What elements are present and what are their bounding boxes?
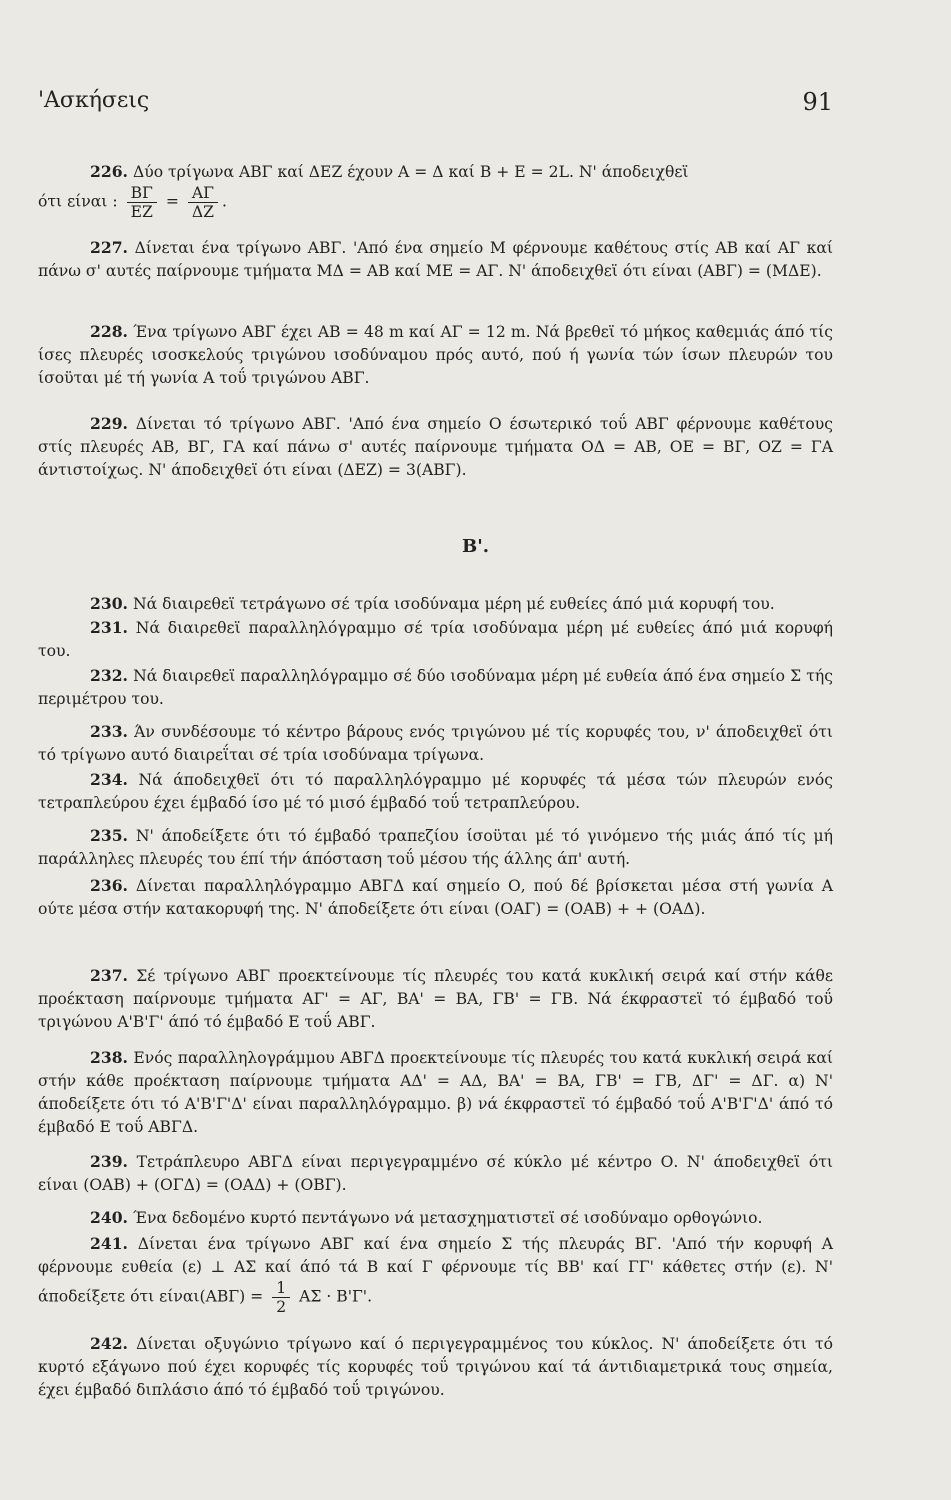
equals-sign: = xyxy=(165,192,179,211)
exercise-number: 235. xyxy=(90,826,128,845)
exercise-235 xyxy=(38,824,833,871)
exercise-number: 227. xyxy=(90,238,128,257)
exercise-number: 240. xyxy=(90,1208,128,1227)
exercise-234 xyxy=(38,768,833,815)
exercise-number: 242. xyxy=(90,1334,128,1353)
section-heading: Β'. xyxy=(462,536,489,557)
exercise-231 xyxy=(38,616,833,663)
exercise-text: Δίνεται παραλληλόγραμμο ΑΒΓΔ καί σημείο Ο, πού δέ βρίσκεται μέσα στή γωνία Α ούτε μέσα στήν κατακορυφή της. Ν' άποδείξετε ότι είναι (ΟΑΓ) = (ΟΑΒ) + + (ΟΑΔ). xyxy=(38,877,833,918)
exercise-239 xyxy=(38,1150,833,1197)
exercise-text: Δύο τρίγωνα ΑΒΓ καί ΔΕΖ έχουν Α = Δ καί Β + Ε = 2L. Ν' άποδειχθεϊ xyxy=(132,163,689,181)
exercise-text: Ενός παραλληλογράμμου ΑΒΓΔ προεκτείνουμε τίς πλευρές του κατά κυκλική σειρά καί στήν κάθε προέκταση παίρνουμε τμήματα ΑΔ' = ΑΔ, ΒΑ' = ΒΑ, ΓΒ' = ΓΒ, ΔΓ' = ΔΓ. α) Ν' άποδείξετε ότι τό Α'Β'Γ'Δ' είναι παραλληλόγραμμο. β) νά έκφραστεϊ τό έμβαδό τοΰ Α'Β'Γ'Δ' άπό τό έμβαδό Ε τοΰ ΑΒΓΔ. xyxy=(38,1049,833,1136)
exercise-text: Νά διαιρεθεϊ παραλληλόγραμμο σέ δύο ισοδύναμα μέρη μέ ευθεία άπό ένα σημείο Σ τής περιμέτρου του. xyxy=(38,667,833,708)
exercise-242 xyxy=(38,1332,833,1402)
exercise-number: 232. xyxy=(90,666,128,685)
exercise-number: 236. xyxy=(90,876,128,895)
running-title: 'Ασκήσεις xyxy=(38,88,150,113)
exercise-text: Τετράπλευρο ΑΒΓΔ είναι περιγεγραμμένο σέ κύκλο μέ κέντρο Ο. Ν' άποδειχθεϊ ότι είναι (ΟΑΒ) + (ΟΓΔ) = (ΟΑΔ) + (ΟΒΓ). xyxy=(38,1153,833,1194)
page-header xyxy=(38,88,833,124)
fraction-numerator: 1 xyxy=(272,1279,290,1298)
fraction-ag-dz xyxy=(188,184,218,221)
exercise-end: . xyxy=(222,192,227,211)
exercise-end: ΑΣ · Β'Γ'. xyxy=(299,1287,373,1306)
exercise-227 xyxy=(38,236,833,283)
exercise-text: Νά άποδειχθεϊ ότι τό παραλληλόγραμμο μέ κορυφές τά μέσα τών πλευρών ενός τετραπλεύρου έχει έμβαδό ίσο μέ τό μισό έμβαδό τοΰ τετραπλεύρου. xyxy=(38,771,833,812)
exercise-229 xyxy=(38,412,833,482)
fraction-denominator: ΕΖ xyxy=(130,203,153,221)
exercise-text: Δίνεται ένα τρίγωνο ΑΒΓ καί ένα σημείο Σ τής πλευράς ΒΓ. 'Από τήν κορυφή Α φέρνουμε ευθεία (ε) ⊥ ΑΣ καί άπό τά Β καί Γ φέρνουμε τίς ΒΒ' καί ΓΓ' κάθετες στήν (ε). Ν' άποδείξετε ότι είναι(ΑΒΓ) = xyxy=(38,1235,833,1306)
exercise-text: Δίνεται ένα τρίγωνο ΑΒΓ. 'Από ένα σημείο Μ φέρνουμε καθέτους στίς ΑΒ καί ΑΓ καί πάνω σ' αυτές παίρνουμε τμήματα ΜΔ = ΑΒ καί ΜΕ = ΑΓ. Ν' άποδειχθεϊ ότι είναι (ΑΒΓ) = (ΜΔΕ). xyxy=(38,239,833,280)
exercise-number: 234. xyxy=(90,770,128,789)
fraction-one-half xyxy=(272,1279,290,1316)
exercise-number: 230. xyxy=(90,594,128,613)
exercise-text: Σέ τρίγωνο ΑΒΓ προεκτείνουμε τίς πλευρές του κατά κυκλική σειρά καί στήν κάθε προέκταση παίρνουμε τμήματα ΑΓ' = ΑΓ, ΒΑ' = ΒΑ, ΓΒ' = ΓΒ. Νά έκφραστεϊ τό έμβαδό τοΰ τριγώνου Α'Β'Γ' άπό τό έμβαδό Ε τοΰ ΑΒΓ. xyxy=(38,967,833,1031)
exercise-226 xyxy=(38,160,833,221)
exercise-228 xyxy=(38,320,833,390)
exercise-text: Άν συνδέσουμε τό κέντρο βάρους ενός τριγώνου μέ τίς κορυφές του, ν' άποδειχθεϊ ότι τό τρίγωνο αυτό διαιρεΐται σέ τρία ισοδύναμα τρίγωνα. xyxy=(38,723,833,764)
exercise-text: Ν' άποδείξετε ότι τό έμβαδό τραπεζίου ίσοϋται μέ τό γινόμενο τής μιάς άπό τίς μή παράλληλες πλευρές του έπί τήν άπόσταση τοΰ μέσου τής άλλης άπ' αυτή. xyxy=(38,827,833,868)
exercise-text-2: ότι είναι : xyxy=(38,192,118,211)
exercise-233 xyxy=(38,720,833,767)
exercise-240 xyxy=(38,1206,833,1230)
exercise-text: Δίνεται τό τρίγωνο ΑΒΓ. 'Από ένα σημείο Ο έσωτερικό τοΰ ΑΒΓ φέρνουμε καθέτους στίς πλευρές ΑΒ, ΒΓ, ΓΑ καί πάνω σ' αυτές παίρνουμε τμήματα ΟΔ = ΑΒ, ΟΕ = ΒΓ, ΟΖ = ΓΑ άντιστοίχως. Ν' άποδειχθεϊ ότι είναι (ΔΕΖ) = 3(ΑΒΓ). xyxy=(38,415,833,479)
exercise-text: Νά διαιρεθεϊ τετράγωνο σέ τρία ισοδύναμα μέρη μέ ευθείες άπό μιά κορυφή του. xyxy=(132,595,775,613)
exercise-number: 239. xyxy=(90,1152,128,1171)
exercise-text: Ένα δεδομένο κυρτό πεντάγωνο νά μετασχηματιστεϊ σέ ισοδύναμο ορθογώνιο. xyxy=(132,1209,763,1227)
exercise-237 xyxy=(38,964,833,1034)
exercise-number: 237. xyxy=(90,966,128,985)
exercise-number: 228. xyxy=(90,322,128,341)
exercise-number: 238. xyxy=(90,1048,128,1067)
exercise-241 xyxy=(38,1232,833,1316)
fraction-denominator: 2 xyxy=(276,1298,287,1316)
fraction-numerator: ΒΓ xyxy=(127,184,157,203)
exercise-236 xyxy=(38,874,833,921)
exercise-number: 229. xyxy=(90,414,128,433)
exercise-number: 233. xyxy=(90,722,128,741)
exercise-text: Δίνεται οξυγώνιο τρίγωνο καί ό περιγεγραμμένος του κύκλος. Ν' άποδείξετε ότι τό κυρτό εξάγωνο πού έχει κορυφές τίς κορυφές τοΰ τριγώνου καί τά άντιδιαμετρικά τους σημεία, έχει έμβαδό διπλάσιο άπό τό έμβαδό τοΰ τριγώνου. xyxy=(38,1335,833,1399)
fraction-denominator: ΔΖ xyxy=(191,203,214,221)
page-number: 91 xyxy=(802,88,833,116)
exercise-238 xyxy=(38,1046,833,1139)
exercise-text: Ένα τρίγωνο ΑΒΓ έχει ΑΒ = 48 m καί ΑΓ = 12 m. Νά βρεθεϊ τό μήκος καθεμιάς άπό τίς ίσες πλευρές ισοσκελούς τριγώνου ισοδύναμου πρός αυτό, πού ή γωνία τών ίσων πλευρών του ίσοϋται μέ τή γωνία Α τοΰ τριγώνου ΑΒΓ. xyxy=(38,323,833,387)
exercise-number: 241. xyxy=(90,1234,128,1253)
fraction-numerator: ΑΓ xyxy=(188,184,218,203)
exercise-number: 226. xyxy=(90,162,128,181)
exercise-text: Νά διαιρεθεϊ παραλληλόγραμμο σέ τρία ισοδύναμα μέρη μέ ευθείες άπό μιά κορυφή του. xyxy=(38,619,833,660)
exercise-number: 231. xyxy=(90,618,128,637)
exercise-230 xyxy=(38,592,833,616)
fraction-bg-ez xyxy=(127,184,157,221)
exercise-232 xyxy=(38,664,833,711)
